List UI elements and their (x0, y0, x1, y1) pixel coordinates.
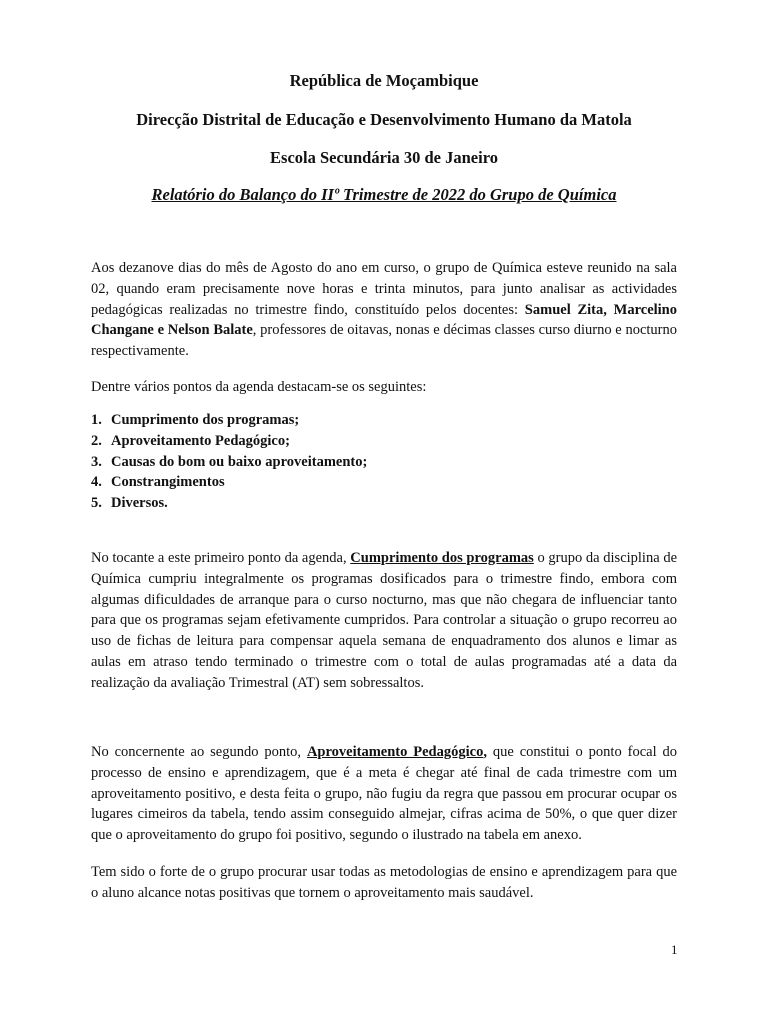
list-item (91, 431, 367, 452)
agenda-list (91, 410, 367, 514)
list-item-number: 4. (91, 474, 102, 491)
list-item (91, 472, 367, 493)
list-item-number: 1. (91, 412, 102, 428)
intro-text-end: , professores de oitavas, nonas e décimas classes curso diurno e nocturno respectivamente. (91, 322, 677, 360)
performance-text-start: No concernente ao segundo ponto, (91, 744, 307, 760)
performance-highlight: Aproveitamento Pedagógico (306, 744, 484, 760)
list-item-number: 5. (91, 495, 102, 512)
programs-text-start: No tocante a este primeiro ponto da agenda, (91, 550, 351, 566)
performance-paragraph (91, 742, 677, 846)
list-item-text: Cumprimento dos programas; (111, 412, 300, 428)
list-item (91, 493, 367, 514)
list-item-number: 3. (91, 453, 102, 470)
programs-text-end: o grupo da disciplina de Química cumpriu integralmente os programas dosificados para o trimestre findo, embora com algumas dificuldades de arranque para o curso nocturno, mas que não chegara de influenciar tanto para que os programas sejam efetivamente cumpridos. Para controlar a situação o grupo recorreu ao uso de fichas de leitura para compensar aquela semana de enquadramento dos alunos e limar as aulas em atraso tendo terminado o trimestre com o total de aulas programadas até a data da realização da avaliação Trimestral (AT) sem sobressaltos. (91, 550, 678, 691)
programs-highlight: Cumprimento dos programas (350, 550, 534, 566)
country-heading: República de Moçambique (289, 71, 479, 90)
methodology-paragraph: Tem sido o forte de o grupo procurar usar todas as metodologias de ensino e aprendizagem para que o aluno alcance notas positivas que tornem o aproveitamento mais saudável. (91, 864, 677, 901)
list-item-text: Diversos. (111, 495, 168, 512)
programs-paragraph (91, 548, 677, 694)
list-item-number: 2. (91, 432, 102, 449)
performance-text-end: que constitui o ponto focal do processo de ensino e aprendizagem, que é a meta é chegar até final de cada trimestre com um aproveitamento positivo, e desta feita o grupo, não fugiu da regra que passou em procurar ocupar os lugares cimeiros da tabela, tendo assim conseguido almejar, cifras acima de 50%, o que quer dizer que o aproveitamento do grupo foi positivo, segundo o ilustrado na tabela em anexo. (91, 744, 677, 844)
list-item-text: Causas do bom ou baixo aproveitamento; (111, 453, 368, 470)
list-item (91, 452, 367, 473)
school-heading: Escola Secundária 30 de Janeiro (270, 148, 498, 167)
list-item-text: Constrangimentos (111, 474, 225, 491)
list-item-text: Aproveitamento Pedagógico; (111, 432, 290, 449)
list-item (91, 410, 367, 431)
performance-comma: , (483, 744, 487, 760)
intro-paragraph (91, 258, 677, 362)
page-number: 1 (671, 942, 678, 957)
report-title: Relatório do Balanço do IIº Trimestre de 2022 do Grupo de Química (151, 185, 617, 204)
teacher-names: Samuel Zita, Marcelino Changane e Nelson Balate (91, 301, 677, 339)
agenda-intro: Dentre vários pontos da agenda destacam-se os seguintes: (91, 379, 427, 395)
directorate-heading: Direcção Distrital de Educação e Desenvolvimento Humano da Matola (136, 110, 632, 129)
intro-text-start: Aos dezanove dias do mês de Agosto do ano em curso, o grupo de Química esteve reunido na sala 02, quando eram precisamente nove horas e trinta minutos, para junto analisar as actividades pedagógicas realizadas no trimestre findo, constituído pelos docentes: (91, 260, 677, 318)
